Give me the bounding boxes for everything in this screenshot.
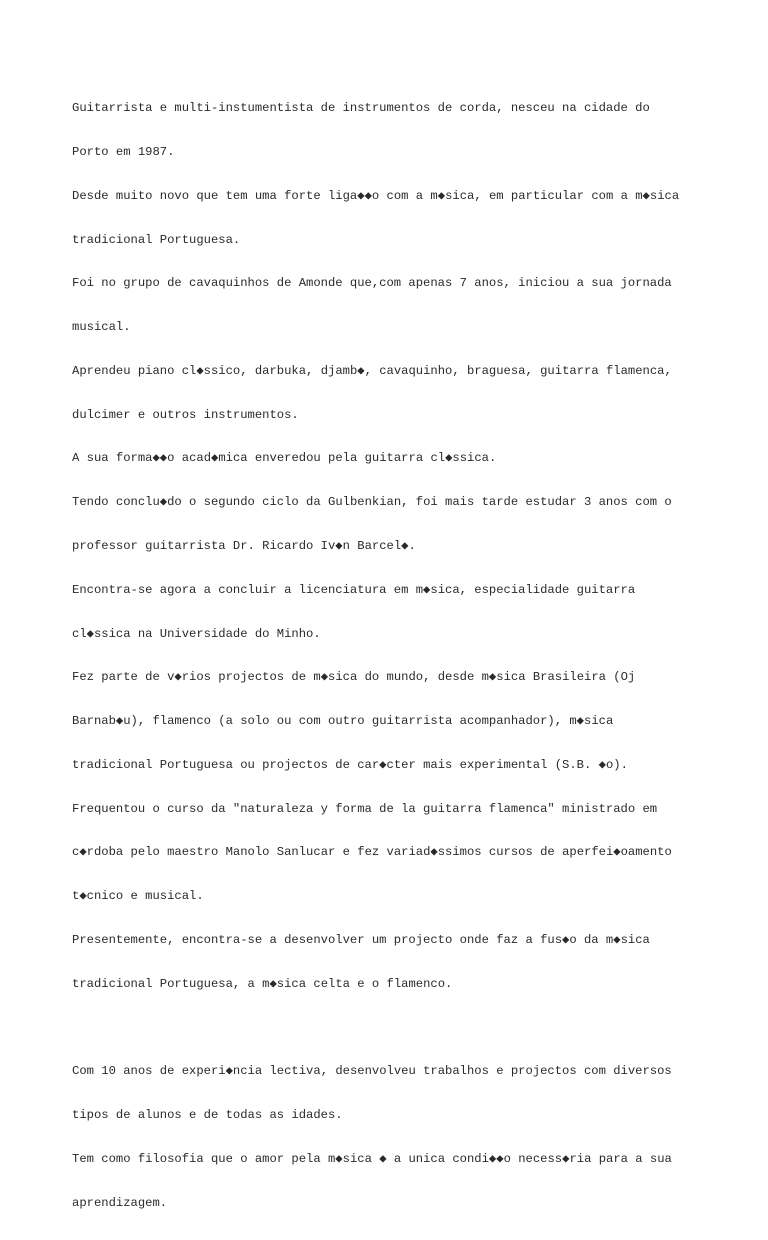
text-line: tradicional Portuguesa.: [72, 232, 241, 247]
biography-text: [72, 72, 712, 1240]
text-line: Frequentou o curso da "naturaleza y forma de la guitarra flamenca" ministrado em: [72, 801, 658, 816]
text-line: Barnab◆u), flamenco (a solo ou com outro guitarrista acompanhador), m◆sica: [72, 714, 614, 729]
text-line: aprendizagem.: [72, 1195, 168, 1210]
text-line: Foi no grupo de cavaquinhos de Amonde que,com apenas 7 anos, iniciou a sua jornada: [72, 276, 672, 291]
text-line: c◆rdoba pelo maestro Manolo Sanlucar e fez variad◆ssimos cursos de aperfei◆oamento: [72, 845, 672, 860]
text-line: Porto em 1987.: [72, 144, 175, 159]
text-line: Fez parte de v◆rios projectos de m◆sica do mundo, desde m◆sica Brasileira (Oj: [72, 670, 636, 685]
text-line: tradicional Portuguesa, a m◆sica celta e o flamenco.: [72, 976, 453, 991]
text-line: musical.: [72, 320, 131, 335]
text-line: Tem como filosofia que o amor pela m◆sica ◆ a unica condi◆◆o necess◆ria para a sua: [72, 1151, 672, 1166]
text-line: cl◆ssica na Universidade do Minho.: [72, 626, 321, 641]
text-line: Aprendeu piano cl◆ssico, darbuka, djamb◆, cavaquinho, braguesa, guitarra flamenca,: [72, 363, 672, 378]
text-line: dulcimer e outros instrumentos.: [72, 407, 299, 422]
text-line: Encontra-se agora a concluir a licenciatura em m◆sica, especialidade guitarra: [72, 582, 636, 597]
text-line: professor guitarrista Dr. Ricardo Iv◆n Barcel◆.: [72, 539, 416, 553]
text-line: Guitarrista e multi-instumentista de instrumentos de corda, nesceu na cidade do: [72, 101, 650, 116]
text-line: tipos de alunos e de todas as idades.: [72, 1108, 343, 1123]
text-line: Presentemente, encontra-se a desenvolver um projecto onde faz a fus◆o da m◆sica: [72, 933, 650, 948]
text-line: A sua forma◆◆o acad◆mica enveredou pela guitarra cl◆ssica.: [72, 451, 497, 466]
text-line: Com 10 anos de experi◆ncia lectiva, desenvolveu trabalhos e projectos com diversos: [72, 1064, 672, 1079]
text-line: tradicional Portuguesa ou projectos de car◆cter mais experimental (S.B. ◆o).: [72, 757, 628, 772]
blank-line: [72, 1021, 712, 1036]
text-line: Desde muito novo que tem uma forte liga◆◆o com a m◆sica, em particular com a m◆sica: [72, 188, 680, 203]
text-line: t◆cnico e musical.: [72, 889, 204, 904]
text-line: Tendo conclu◆do o segundo ciclo da Gulbenkian, foi mais tarde estudar 3 anos com o: [72, 495, 672, 510]
